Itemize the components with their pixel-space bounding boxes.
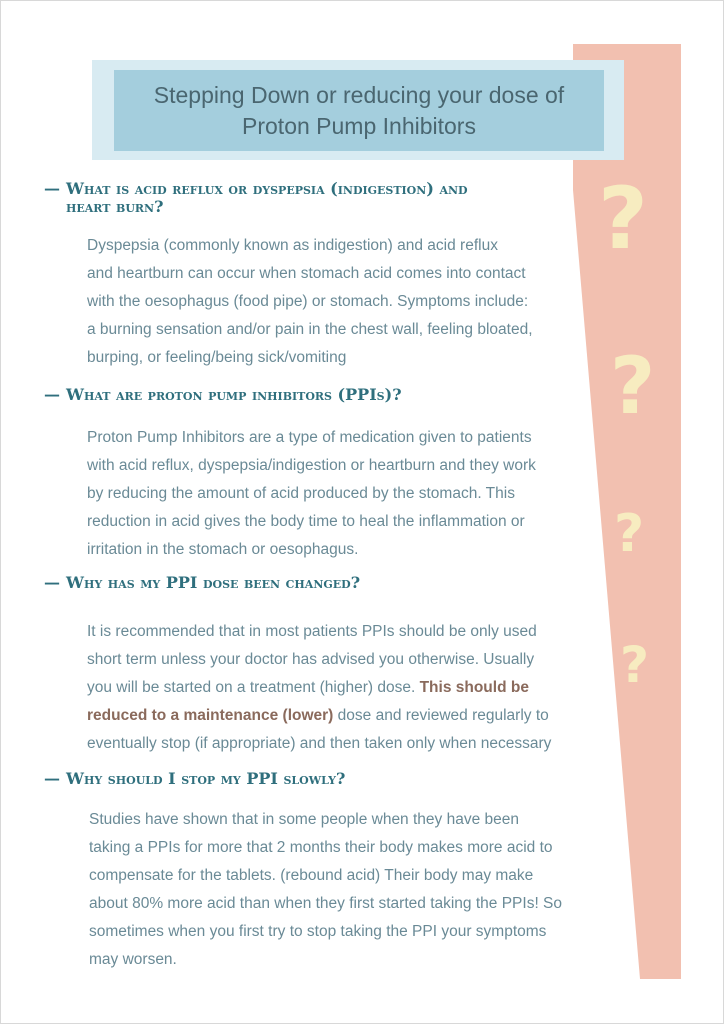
dash-bullet: — [44, 385, 60, 404]
paragraph-line: with the oesophagus (food pipe) or stomach. Symptoms include: [87, 293, 529, 310]
paragraph-line: eventually stop (if appropriate) and then taken only when necessary [87, 735, 552, 752]
dash-bullet: — [44, 769, 60, 788]
question-mark-icon: ? [598, 169, 648, 269]
section-heading-acid-reflux [44, 180, 574, 216]
dash-bullet: — [44, 573, 60, 592]
paragraph-line: It is recommended that in most patients PPIs should be only used [87, 623, 537, 640]
emphasis-text: reduced to a maintenance (lower) [87, 707, 334, 724]
question-mark-icon: ? [620, 636, 650, 694]
heading-text: What is acid reflux or dyspepsia (indigestion) and [66, 179, 468, 198]
paragraph-line: by reducing the amount of acid produced by the stomach. This [87, 485, 515, 502]
title-line-2: Proton Pump Inhibitors [242, 112, 476, 139]
paragraph-line: about 80% more acid than when they first started taking the PPIs! So [89, 895, 563, 912]
dash-bullet: — [44, 179, 60, 198]
paragraph-text: dose and reviewed regularly to [337, 707, 549, 724]
section-heading-dose-changed [44, 574, 574, 592]
paragraph-line: short term unless your doctor has advised you otherwise. Usually [87, 651, 535, 668]
section-heading-ppis [44, 386, 574, 404]
section-heading-stop-slowly [44, 770, 574, 788]
paragraph-line: Dyspepsia (commonly known as indigestion) and acid reflux [87, 237, 498, 254]
question-mark-icon: ? [610, 342, 656, 432]
section-body-dose-changed [87, 618, 597, 758]
paragraph-line: taking a PPIs for more that 2 months their body makes more acid to [89, 839, 553, 856]
paragraph-line: compensate for the tablets. (rebound acid) Their body may make [89, 867, 534, 884]
paragraph-line: a burning sensation and/or pain in the chest wall, feeling bloated, [87, 321, 533, 338]
paragraph-line: burping, or feeling/being sick/vomiting [87, 349, 347, 366]
paragraph-line: reduction in acid gives the body time to heal the inflammation or [87, 513, 525, 530]
paragraph-line: may worsen. [89, 951, 177, 968]
section-body-ppis [87, 424, 597, 564]
heading-text: What are proton pump inhibitors (PPIs)? [66, 385, 402, 404]
paragraph-line: Proton Pump Inhibitors are a type of medication given to patients [87, 429, 532, 446]
paragraph-line [87, 702, 597, 730]
emphasis-text: This should be [419, 679, 529, 696]
paragraph-line: Studies have shown that in some people when they have been [89, 811, 519, 828]
paragraph-line: and heartburn can occur when stomach acid comes into contact [87, 265, 526, 282]
paragraph-text: you will be started on a treatment (higher) dose. [87, 679, 416, 696]
page-title [114, 70, 604, 151]
paragraph-line [87, 674, 597, 702]
question-mark-icon: ? [614, 504, 645, 564]
section-body-stop-slowly [89, 806, 599, 974]
heading-text: Why has my PPI dose been changed? [66, 573, 361, 592]
paragraph-line: with acid reflux, dyspepsia/indigestion or heartburn and they work [87, 457, 536, 474]
heading-text: Why should I stop my PPI slowly? [66, 769, 346, 788]
heading-text-cont: heart burn? [66, 197, 164, 216]
title-line-1: Stepping Down or reducing your dose of [153, 81, 565, 108]
paragraph-line: irritation in the stomach or oesophagus. [87, 541, 359, 558]
section-body-acid-reflux [87, 232, 597, 372]
paragraph-line: sometimes when you first try to stop taking the PPI your symptoms [89, 923, 547, 940]
